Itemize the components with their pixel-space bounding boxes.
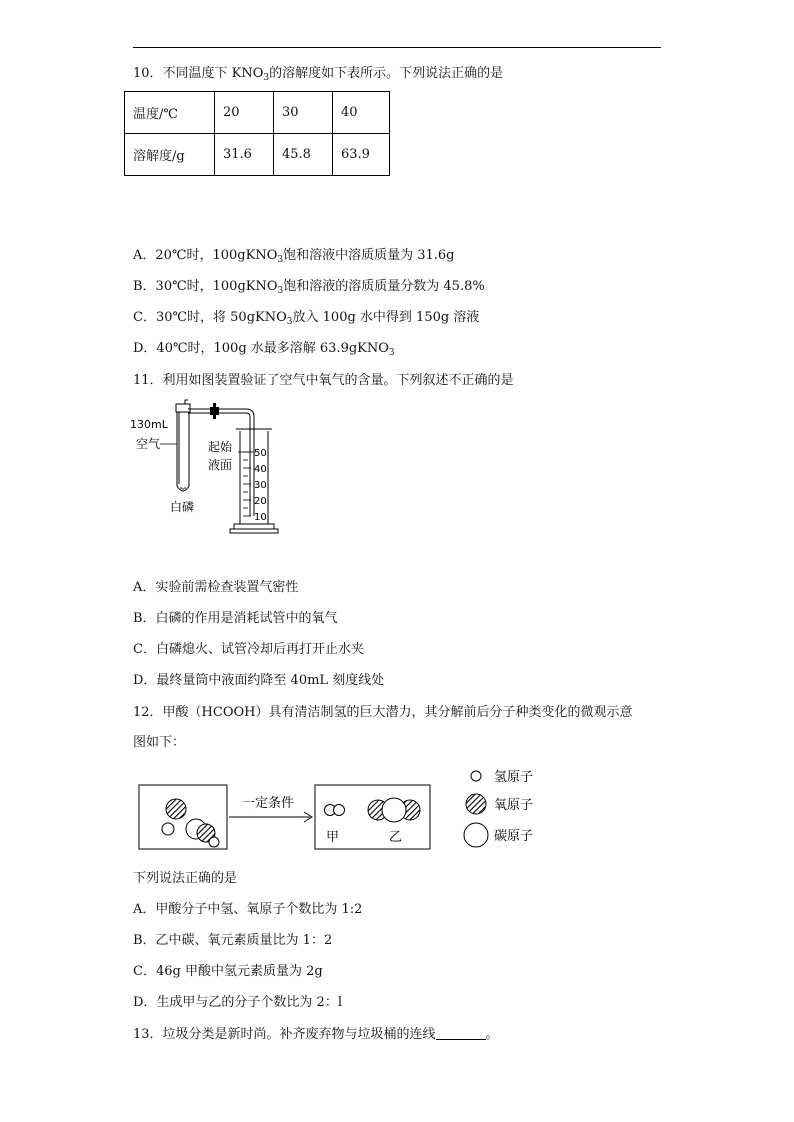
oxygen-atom-icon <box>466 794 486 814</box>
q12-question: 下列说法正确的是 <box>133 871 238 886</box>
reaction-condition: 一定条件 <box>242 796 295 811</box>
test-tube <box>176 404 190 491</box>
q10-stem: 10．不同温度下 $KNO_3$的溶解度如下表所示。下列说法正确的是 <box>133 66 504 83</box>
apparatus-figure <box>130 398 290 540</box>
solubility-table <box>124 91 390 176</box>
q12-option-b: B．乙中碳、氧元素质量比为 1：2 <box>133 933 333 948</box>
table-cell: 30 <box>274 92 333 134</box>
table-cell: 温度/℃ <box>125 92 215 134</box>
table-cell: 31.6 <box>215 134 274 176</box>
q13-stem: 13．垃圾分类是新时尚。补齐废弃物与垃圾桶的连线 。 <box>133 1027 499 1042</box>
carbon-atom-icon <box>464 823 488 847</box>
header-rule <box>133 47 661 48</box>
co2-molecule <box>368 798 420 822</box>
product-a-label: 甲 <box>326 830 340 845</box>
q11-stem: 11．利用如图装置验证了空气中氧气的含量。下列叙述不正确的是 <box>133 373 514 388</box>
molecule-figure <box>138 763 548 859</box>
label-level: 液面 <box>208 458 233 472</box>
scale-label: 40 <box>254 464 267 475</box>
q11-option-c: C．白磷熄火、试管冷却后再打开止水夹 <box>133 642 364 657</box>
product-b-label: 乙 <box>389 830 403 845</box>
hydrogen-atom-icon <box>471 771 481 781</box>
table-row-temperature <box>125 92 390 134</box>
scale-label: 10 <box>254 512 267 523</box>
scale-label: 50 <box>254 448 267 459</box>
table-cell: 45.8 <box>274 134 333 176</box>
label-volume: 130mL <box>130 418 168 431</box>
scale-label: 20 <box>254 496 267 507</box>
q11-option-a: A．实验前需检查装置气密性 <box>133 580 299 595</box>
legend-label-carbon: 碳原子 <box>494 829 534 844</box>
white-phosphorus <box>180 487 186 490</box>
legend-label-hydrogen: 氢原子 <box>494 770 534 785</box>
answer-blank[interactable] <box>436 1027 486 1040</box>
formic-acid-molecule <box>162 799 219 847</box>
clamp-icon <box>210 403 219 419</box>
table-cell: 溶解度/g <box>125 134 215 176</box>
hydrogen-molecule <box>325 805 345 816</box>
table-cell: 20 <box>215 92 274 134</box>
q10-option-c: C．30℃时，将 50gKNO$_3$放入 100g 水中得到 150g 溶液 <box>133 310 480 327</box>
q12-stem-line1: 12．甲酸（HCOOH）具有清洁制氢的巨大潜力，其分解前后分子种类变化的微观示意 <box>133 705 633 720</box>
q10-option-d: D．40℃时，100g 水最多溶解 63.9gKNO$_3$ <box>133 341 395 358</box>
table-cell: 63.9 <box>333 134 390 176</box>
label-white-phosphorus: 白磷 <box>170 500 195 514</box>
table-cell: 40 <box>333 92 390 134</box>
scale-label: 30 <box>254 480 267 491</box>
q11-option-d: D．最终量筒中液面约降至 40mL 刻度线处 <box>133 673 385 688</box>
table-row-solubility <box>125 134 390 176</box>
legend <box>464 770 533 847</box>
q10-option-b: B．30℃时，100gKNO$_3$饱和溶液的溶质质量分数为 45.8% <box>133 279 485 296</box>
q10-option-a: A．20℃时，100gKNO$_3$饱和溶液中溶质质量为 31.6g <box>133 248 455 265</box>
legend-label-oxygen: 氧原子 <box>494 798 534 813</box>
label-start: 起始 <box>208 440 233 454</box>
label-air: 空气 <box>136 437 161 451</box>
q12-option-c: C．46g 甲酸中氢元素质量为 2g <box>133 964 323 979</box>
q11-option-b: B．白磷的作用是消耗试管中的氧气 <box>133 611 338 626</box>
q12-stem-line2: 图如下： <box>133 735 186 750</box>
q12-option-a: A．甲酸分子中氢、氧原子个数比为 1:2 <box>133 902 363 917</box>
q12-option-d: D．生成甲与乙的分子个数比为 2：l <box>133 995 342 1010</box>
